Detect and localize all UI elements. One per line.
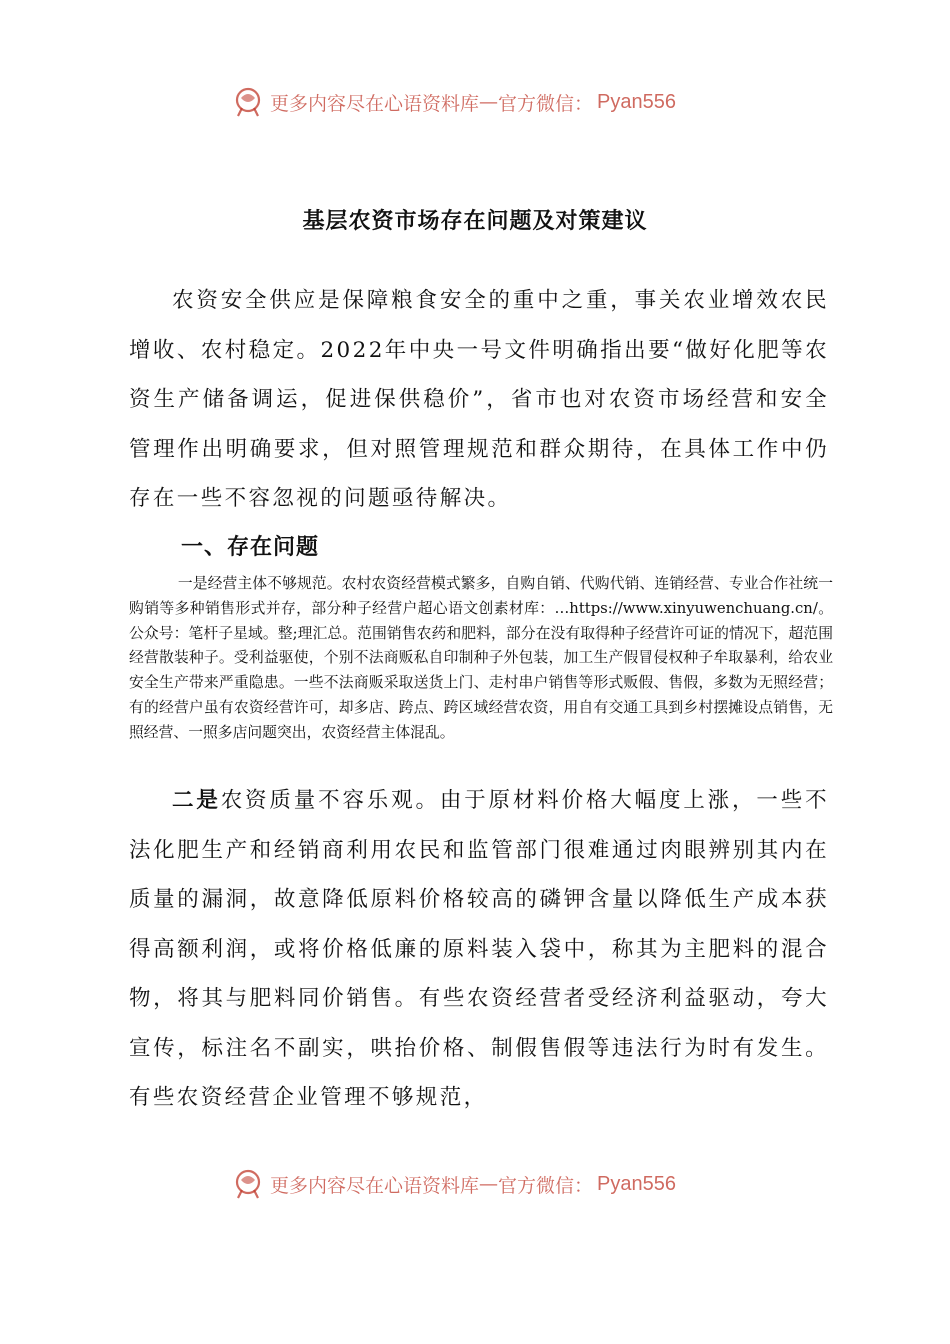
header-watermark-banner: [0, 82, 950, 122]
watermark-content: [232, 1164, 676, 1204]
watermark-wechat-id: Pyan556: [597, 1172, 676, 1195]
issue-one-paragraph: 一是经营主体不够规范。农村农资经营模式繁多，自购自销、代购代销、连销经营、专业合作社统一购销等多种销售形式并存，部分种子经营户超心语文创素材库：…https://www.xinyuwenchuang.cn/。公众号：笔杆子星域。整;理汇总。范围销售农药和肥料，部分在没有取得种子经营许可证的情况下，超范围经营散装种子。受利益驱使，个别不法商贩私自印制种子外包装，加工生产假冒侵权种子牟取暴利，给农业安全生产带来严重隐患。一些不法商贩采取送货上门、走村串户销售等形式贩假、售假，多数为无照经营；有的经营户虽有农资经营许可，却多店、跨点、跨区域经营农资，用自有交通工具到乡村摆摊设点销售，无照经营、一照多店问题突出，农资经营主体混乱。: [129, 575, 833, 741]
footer-watermark-banner: [0, 1164, 950, 1204]
watermark-wechat-id: Pyan556: [597, 90, 676, 113]
watermark-text: 更多内容尽在心语资料库: [270, 1174, 480, 1197]
watermark-content: [232, 82, 676, 122]
issue-two-lead: 二是: [172, 788, 221, 813]
watermark-separator: —: [479, 1173, 499, 1195]
issue-two-paragraph: [129, 776, 829, 1123]
watermark-text: 更多内容尽在心语资料库: [270, 92, 480, 115]
ribbon-logo-icon: [232, 86, 264, 118]
issue-two-text: 农资质量不容乐观。由于原材料价格大幅度上涨，一些不法化肥生产和经销商利用农民和监管部门很难通过肉眼辨别其内在质量的漏洞，故意降低原料价格较高的磷钾含量以降低生产成本获得高额利润，或将价格低廉的原料装入袋中，称其为主肥料的混合物，将其与肥料同价销售。有些农资经营者受经济利益驱动，夸大宣传，标注名不副实，哄抬价格、制假售假等违法行为时有发生。有些农资经营企业管理不够规范，: [129, 788, 829, 1110]
intro-paragraph: 农资安全供应是保障粮食安全的重中之重，事关农业增效农民增收、农村稳定。2022年中央一号文件明确指出要“做好化肥等农资生产储备调运，促进保供稳价”，省市也对农资市场经营和安全管理作出明确要求，但对照管理规范和群众期待，在具体工作中仍存在一些不容忽视的问题亟待解决。: [129, 288, 829, 511]
section-heading-issues: 一、存在问题: [181, 535, 320, 560]
watermark-wechat-label: 官方微信：: [498, 1174, 594, 1197]
ribbon-logo-icon: [232, 1168, 264, 1200]
document-title: 基层农资市场存在问题及对策建议: [302, 209, 648, 234]
watermark-separator: —: [479, 91, 499, 113]
watermark-wechat-label: 官方微信：: [498, 92, 594, 115]
